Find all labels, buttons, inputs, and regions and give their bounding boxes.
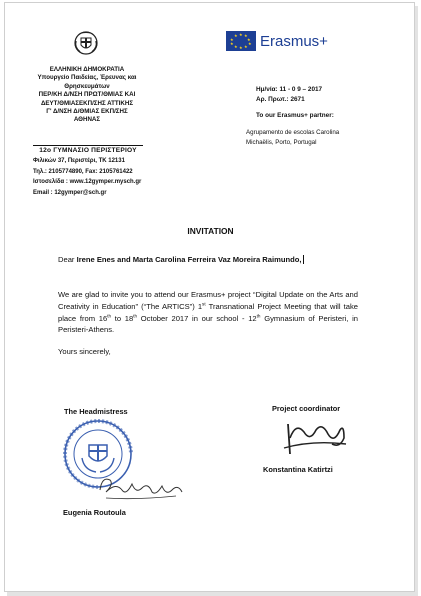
coordinator-signature-icon [282, 418, 348, 458]
letter-body [58, 289, 358, 336]
letter-heading: INVITATION [187, 226, 234, 236]
body-text-segment: Transnational Project Meeting that will take place from 16 [58, 301, 358, 323]
salutation-prefix: Dear [58, 255, 77, 264]
headmistress-signature-icon [96, 470, 186, 510]
body-text-segment: Gymnasium of Peristeri, in Peristeri-Athens. [58, 313, 358, 335]
school-contact [33, 156, 141, 198]
protocol-number: Αρ. Πρωτ.: 2671 [256, 95, 305, 103]
contact-website: Ιστοσελίδα : www.12gymper.mysch.gr [33, 179, 142, 185]
school-name: 12ο ΓΥΜΝΑΣΙΟ ΠΕΡΙΣΤΕΡΙΟΥ [33, 145, 143, 154]
headmistress-title: The Headmistress [64, 407, 128, 416]
body-text-segment: We are glad to invite you to attend our Erasmus+ project “Digital Update on the Arts and Creativity in Education” (“The ARTICS”) 1 [58, 290, 358, 311]
ministry-line: ΑΘΗΝΑΣ [73, 116, 101, 124]
body-sup: th [256, 313, 261, 319]
body-sup: th [107, 313, 112, 319]
recipient-names: Irene Enes and Marta Carolina Ferreira Vaz Moreira Raimundo, [76, 255, 302, 264]
contact-phone: Τηλ.: 2105774890, Fax: 2105761422 [33, 168, 133, 175]
body-sup: th [133, 313, 138, 319]
headmistress-name: Eugenia Routoula [63, 508, 126, 517]
coordinator-name: Konstantina Katirtzi [263, 465, 333, 474]
eu-flag-icon: ★ ★ ★ ★ ★ ★ ★ ★ ★ ★ [226, 31, 256, 51]
closing-line: Yours sincerely, [58, 347, 111, 356]
erasmus-logo-text: Erasmus+ [260, 32, 328, 50]
body-text-segment: to 18 [111, 313, 134, 323]
coordinator-title: Project coordinator [272, 404, 341, 413]
greek-crest-icon [73, 29, 99, 55]
body-sup: st [202, 301, 206, 307]
partner-name [246, 128, 366, 147]
ministry-line: Θρησκευμάτων [64, 82, 110, 90]
protocol-info [256, 85, 322, 104]
partner-line: Michaëlis, Porto, Portugal [246, 138, 317, 146]
ministry-line: ΕΛΛΗΝΙΚΗ ΔΗΜΟΚΡΑΤΙΑ [49, 66, 125, 73]
partner-line: Agrupamento de escolas Carolina [246, 129, 340, 136]
ministry-line: ΔΕΥΤ/ΘΜΙΑΣΕΚΠ/ΣΗΣ ΑΤΤΙΚΗΣ [40, 99, 134, 107]
ministry-header [22, 66, 152, 125]
ministry-line: Γ' Δ/ΝΣΗ Δ/ΘΜΙΑΣ ΕΚΠ/ΣΗΣ [46, 108, 128, 116]
salutation [58, 255, 304, 264]
erasmus-logo [226, 30, 328, 52]
partner-label: To our Erasmus+ partner: [256, 112, 334, 119]
ministry-line: Υπουργείο Παιδείας, Έρευνας και [37, 74, 137, 82]
ministry-line: ΠΕΡ/ΚΗ Δ/ΝΣΗ ΠΡΩΤ/ΘΜΙΑΣ ΚΑΙ [38, 91, 136, 99]
contact-address: Φιλικών 37, Περιστέρι, ΤΚ 12131 [33, 158, 125, 164]
contact-email: Email : 12gymper@sch.gr [33, 189, 107, 196]
body-text-segment: October 2017 in our school - 12 [137, 313, 257, 323]
date-line: Ημ/νία: 11 - 0 9 – 2017 [256, 86, 323, 93]
